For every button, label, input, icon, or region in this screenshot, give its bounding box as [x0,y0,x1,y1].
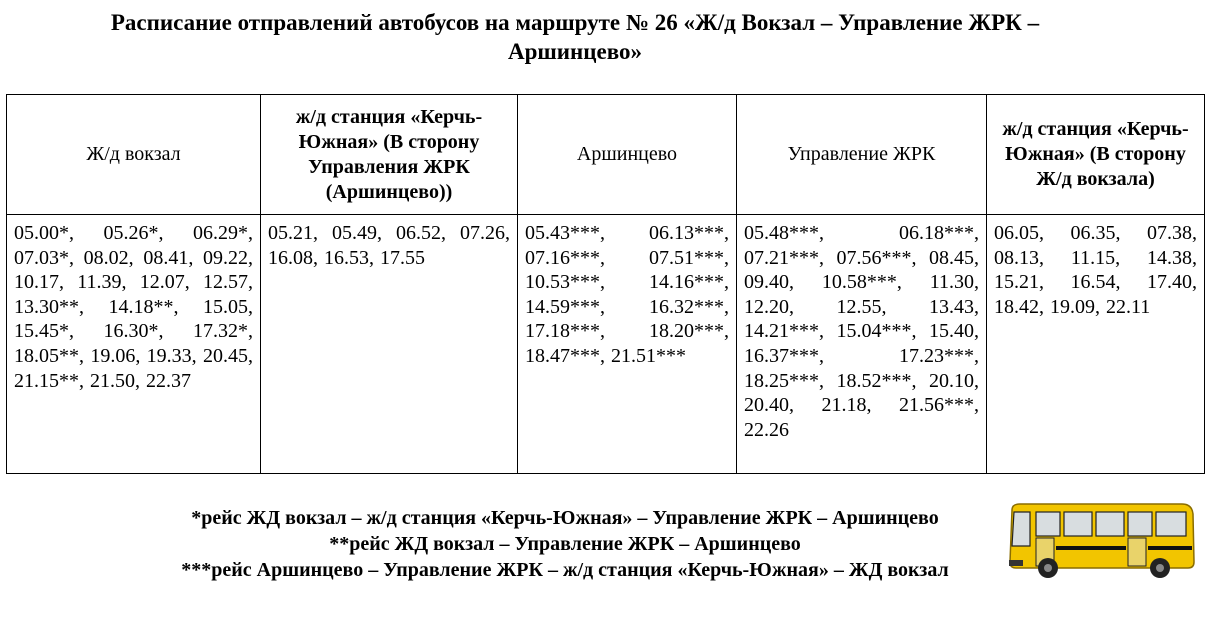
header-row [7,95,1205,215]
times-kerch-south-to-vokzal: 06.05, 06.35, 07.38, 08.13, 11.15, 14.38, 15.21, 16.54, 17.40, 18.42, 19.09, 22.11 [987,215,1205,474]
page-title [0,8,1150,66]
schedule-table [6,94,1205,474]
header-zhd-vokzal: Ж/д вокзал [7,95,261,215]
header-kerch-south-to-zhrk: ж/д станция «Керчь-Южная» (В сторону Управления ЖРК (Аршинцево)) [261,95,518,215]
footnotes [120,505,1010,583]
footnote-2: **рейс ЖД вокзал – Управление ЖРК – Аршинцево [329,533,801,555]
footnote-3: ***рейс Аршинцево – Управление ЖРК – ж/д станция «Керчь-Южная» – ЖД вокзал [181,559,949,581]
header-arshintsevo: Аршинцево [518,95,737,215]
title-line-2: Аршинцево» [507,39,643,64]
bus-icon [1006,502,1196,580]
footnote-1: *рейс ЖД вокзал – ж/д станция «Керчь-Южная» – Управление ЖРК – Аршинцево [191,507,939,529]
times-arshintsevo: 05.43***, 06.13***, 07.16***, 07.51***, 10.53***, 14.16***, 14.59***, 16.32***, 17.18***, 18.20***, 18.47***, 21.51*** [518,215,737,474]
times-upravlenie-zhrk: 05.48***, 06.18***, 07.21***, 07.56***, 08.45, 09.40, 10.58***, 11.30, 12.20, 12.55, 13.43, 14.21***, 15.04***, 15.40, 16.37***, 17.23***, 18.25***, 18.52***, 20.10, 20.40, 21.18, 21.56***, 22.26 [737,215,987,474]
title-line-1: Расписание отправлений автобусов на маршруте № 26 «Ж/д Вокзал – Управление ЖРК – [110,10,1040,35]
times-row [7,215,1205,474]
times-kerch-south-to-zhrk: 05.21, 05.49, 06.52, 07.26, 16.08, 16.53, 17.55 [261,215,518,474]
times-zhd-vokzal: 05.00*, 05.26*, 06.29*, 07.03*, 08.02, 08.41, 09.22, 10.17, 11.39, 12.07, 12.57, 13.30**, 14.18**, 15.05, 15.45*, 16.30*, 17.32*, 18.05**, 19.06, 19.33, 20.45, 21.15**, 21.50, 22.37 [7,215,261,474]
header-upravlenie-zhrk: Управление ЖРК [737,95,987,215]
header-kerch-south-to-vokzal: ж/д станция «Керчь-Южная» (В сторону Ж/д вокзала) [987,95,1205,215]
